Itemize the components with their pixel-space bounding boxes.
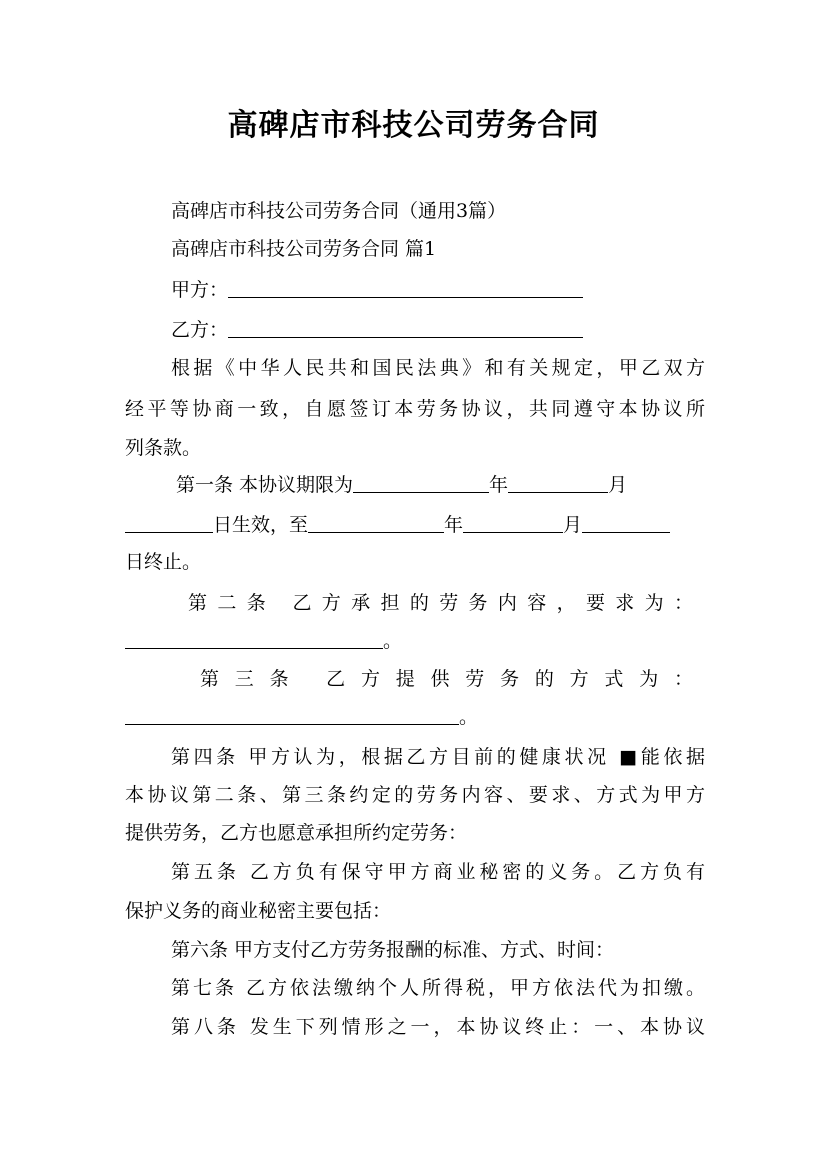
intro-line-3: 列条款。 bbox=[125, 437, 202, 459]
article-1-blank-year bbox=[353, 468, 489, 493]
article-1-blank-end-year bbox=[308, 508, 444, 533]
party-a-blank bbox=[228, 273, 583, 298]
section-heading: 高碑店市科技公司劳务合同 篇1 bbox=[171, 238, 437, 260]
article-2-blank bbox=[125, 624, 383, 649]
article-1-blank-day bbox=[125, 508, 213, 533]
article-8-line-1: 第八条 发生下列情形之一，本协议终止：一、本协议 bbox=[171, 1016, 705, 1038]
party-b-line bbox=[171, 311, 705, 349]
article-1-line-3: 日终止。 bbox=[125, 551, 202, 573]
subtitle: 高碑店市科技公司劳务合同（通用3篇） bbox=[171, 200, 507, 222]
article-4-line-1: 第四条 甲方认为，根据乙方目前的健康状况 ■能依据 bbox=[171, 746, 705, 768]
article-1-prefix: 第一条 本协议期限为 bbox=[176, 474, 354, 496]
article-1-end-year: 年 bbox=[444, 514, 464, 536]
document-title: 高碑店市科技公司劳务合同 bbox=[227, 108, 600, 143]
article-1-month: 月 bbox=[608, 474, 628, 496]
party-b-label: 乙方： bbox=[171, 319, 229, 341]
party-a-label: 甲方： bbox=[171, 279, 229, 301]
party-a-line bbox=[171, 271, 705, 309]
article-2-line-2 bbox=[125, 622, 705, 660]
article-2-end: 。 bbox=[383, 630, 403, 652]
article-6: 第六条 甲方支付乙方劳务报酬的标准、方式、时间： bbox=[171, 939, 615, 961]
article-1-blank-month bbox=[508, 468, 608, 493]
article-3-line-2 bbox=[125, 698, 705, 736]
article-3-end: 。 bbox=[459, 706, 479, 728]
article-4-line-2: 本协议第二条、第三条约定的劳务内容、要求、方式为甲方 bbox=[125, 784, 705, 806]
article-5-line-1: 第五条 乙方负有保守甲方商业秘密的义务。乙方负有 bbox=[171, 861, 705, 883]
article-3-blank bbox=[125, 700, 459, 725]
article-3-line-1: 第三条 乙方提供劳务的方式为： bbox=[200, 668, 693, 690]
article-7: 第七条 乙方依法缴纳个人所得税，甲方依法代为扣缴。 bbox=[171, 977, 705, 999]
article-5-line-2: 保护义务的商业秘密主要包括： bbox=[125, 900, 392, 922]
party-b-blank bbox=[228, 313, 583, 338]
article-1-effective: 日生效，至 bbox=[213, 514, 309, 536]
intro-line-2: 经平等协商一致，自愿签订本劳务协议，共同遵守本协议所 bbox=[125, 398, 705, 420]
intro-line-1: 根据《中华人民共和国民法典》和有关规定，甲乙双方 bbox=[171, 357, 705, 379]
article-2-line-1: 第二条 乙方承担的劳务内容，要求为： bbox=[188, 592, 693, 614]
article-4-line-3: 提供劳务，乙方也愿意承担所约定劳务： bbox=[125, 822, 468, 844]
article-1-end-month: 月 bbox=[563, 514, 583, 536]
article-1-blank-end-month bbox=[463, 508, 563, 533]
article-1-line-2 bbox=[125, 506, 705, 544]
article-1-blank-end-day bbox=[582, 508, 670, 533]
article-1-line-1 bbox=[176, 466, 756, 504]
article-1-year: 年 bbox=[489, 474, 509, 496]
